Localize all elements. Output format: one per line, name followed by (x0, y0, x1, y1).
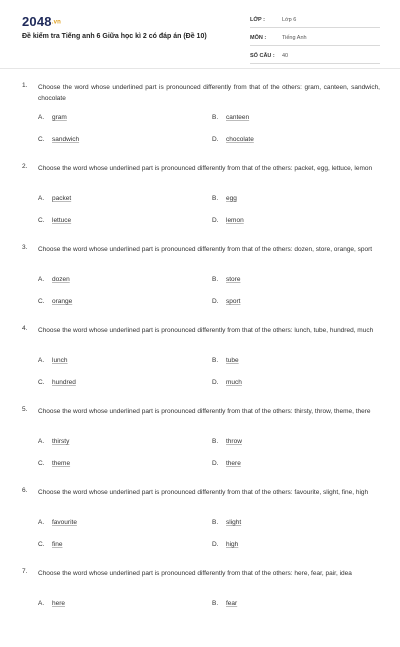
option-letter: B. (212, 114, 219, 121)
option-letter: A. (38, 519, 45, 526)
option-letter: A. (38, 438, 45, 445)
option-word: throw (226, 438, 242, 445)
option-letter: C. (38, 136, 45, 143)
question-text: Choose the word whose underlined part is pronounced differently from that of the others: lunch, tube, hundred, much (38, 327, 374, 334)
answer-option[interactable] (212, 519, 241, 526)
meta-value: Lớp 6 (282, 17, 297, 23)
option-word: gram (52, 114, 67, 121)
option-letter: A. (38, 114, 45, 121)
option-word: there (226, 460, 241, 467)
meta-row-subject (250, 31, 380, 46)
option-word: hundred (52, 379, 76, 386)
option-word: lunch (52, 357, 68, 364)
option-word: theme (52, 460, 71, 467)
answer-option[interactable] (38, 298, 72, 305)
answer-option[interactable] (38, 541, 62, 548)
answer-option[interactable] (38, 217, 71, 224)
option-word: dozen (52, 276, 70, 283)
question-text: Choose the word whose underlined part is pronounced differently from that of the others: packet, egg, lettuce, lemon (38, 165, 373, 172)
option-word: tube (226, 357, 239, 364)
meta-value: Tiếng Anh (282, 35, 307, 41)
option-letter: C. (38, 379, 45, 386)
answer-option[interactable] (38, 136, 79, 143)
option-letter: A. (38, 600, 45, 607)
option-letter: D. (212, 541, 219, 548)
option-letter: B. (212, 519, 219, 526)
logo-text: 2048 (22, 14, 52, 29)
option-word: favourite (52, 519, 77, 526)
question-number: 3. (22, 244, 28, 251)
question-item (0, 566, 400, 647)
option-word: fine (52, 541, 63, 548)
answer-option[interactable] (38, 379, 76, 386)
answer-option[interactable] (212, 276, 240, 283)
option-letter: C. (38, 298, 45, 305)
question-text: Choose the word whose underlined part is pronounced differently from that of the others: dozen, store, orange, sport (38, 246, 373, 253)
question-list (0, 80, 400, 647)
option-word: here (52, 600, 66, 607)
option-letter: B. (212, 600, 219, 607)
option-word: lemon (226, 217, 244, 224)
option-letter: C. (38, 541, 45, 548)
option-letter: B. (212, 195, 219, 202)
answer-option[interactable] (212, 600, 237, 607)
question-text: Choose the word whose underlined part is pronounced differently from that of the others: here, fear, pair, idea (38, 570, 352, 577)
meta-key: LỚP : (250, 17, 265, 23)
question-number: 7. (22, 568, 28, 575)
logo-tld: .vn (51, 19, 62, 26)
option-letter: A. (38, 195, 45, 202)
question-item (0, 404, 400, 485)
question-item (0, 80, 400, 161)
option-letter: A. (38, 276, 45, 283)
answer-option[interactable] (212, 438, 242, 445)
answer-option[interactable] (38, 438, 69, 445)
option-word: egg (226, 195, 237, 202)
question-text: Choose the word whose underlined part is pronounced differently from that of the others: gram, canteen, sandwich, chocolate (38, 84, 380, 102)
option-word: sport (226, 298, 241, 305)
question-number: 1. (22, 82, 28, 89)
header-divider (0, 68, 400, 69)
meta-table (250, 13, 380, 67)
meta-key: MÔN : (250, 35, 267, 41)
option-letter: C. (38, 460, 45, 467)
option-word: store (226, 276, 241, 283)
question-text: Choose the word whose underlined part is pronounced differently from that of the others: favourite, slight, fine, high (38, 489, 369, 496)
option-letter: D. (212, 136, 219, 143)
option-letter: A. (38, 357, 45, 364)
option-word: packet (52, 195, 72, 202)
option-letter: B. (212, 438, 219, 445)
header (0, 0, 400, 64)
site-logo[interactable] (22, 14, 61, 29)
answer-option[interactable] (212, 195, 237, 202)
answer-option[interactable] (212, 379, 242, 386)
answer-option[interactable] (38, 357, 68, 364)
meta-row-count (250, 49, 380, 64)
option-word: high (226, 541, 239, 548)
answer-option[interactable] (212, 217, 244, 224)
answer-option[interactable] (38, 276, 70, 283)
option-word: orange (52, 298, 73, 305)
page-title: Đề kiểm tra Tiếng anh 6 Giữa học kì 2 có đáp án (Đề 10) (22, 33, 207, 40)
question-text: Choose the word whose underlined part is pronounced differently from that of the others: thirsty, throw, theme, there (38, 408, 371, 415)
question-item (0, 323, 400, 404)
option-word: canteen (226, 114, 250, 121)
answer-option[interactable] (38, 195, 71, 202)
answer-option[interactable] (38, 600, 65, 607)
question-item (0, 161, 400, 242)
question-number: 2. (22, 163, 28, 170)
option-word: much (226, 379, 242, 386)
option-word: sandwich (52, 136, 80, 143)
option-word: chocolate (226, 136, 254, 143)
answer-option[interactable] (212, 357, 239, 364)
meta-value: 40 (282, 53, 289, 59)
option-letter: D. (212, 460, 219, 467)
answer-option[interactable] (38, 519, 77, 526)
option-letter: B. (212, 276, 219, 283)
answer-option[interactable] (38, 114, 67, 121)
meta-row-class (250, 13, 380, 28)
option-word: lettuce (52, 217, 72, 224)
question-item (0, 242, 400, 323)
option-letter: D. (212, 217, 219, 224)
option-letter: C. (38, 217, 45, 224)
option-word: slight (226, 519, 242, 526)
option-word: thirsty (52, 438, 70, 445)
option-letter: D. (212, 298, 219, 305)
option-word: fear (226, 600, 238, 607)
answer-option[interactable] (212, 298, 240, 305)
meta-key: SỐ CÂU : (250, 53, 275, 59)
answer-option[interactable] (212, 136, 254, 143)
answer-option[interactable] (212, 541, 238, 548)
answer-option[interactable] (212, 114, 249, 121)
question-number: 5. (22, 406, 28, 413)
question-item (0, 485, 400, 566)
answer-option[interactable] (212, 460, 241, 467)
option-letter: D. (212, 379, 219, 386)
option-letter: B. (212, 357, 219, 364)
question-number: 4. (22, 325, 28, 332)
question-number: 6. (22, 487, 28, 494)
answer-option[interactable] (38, 460, 70, 467)
